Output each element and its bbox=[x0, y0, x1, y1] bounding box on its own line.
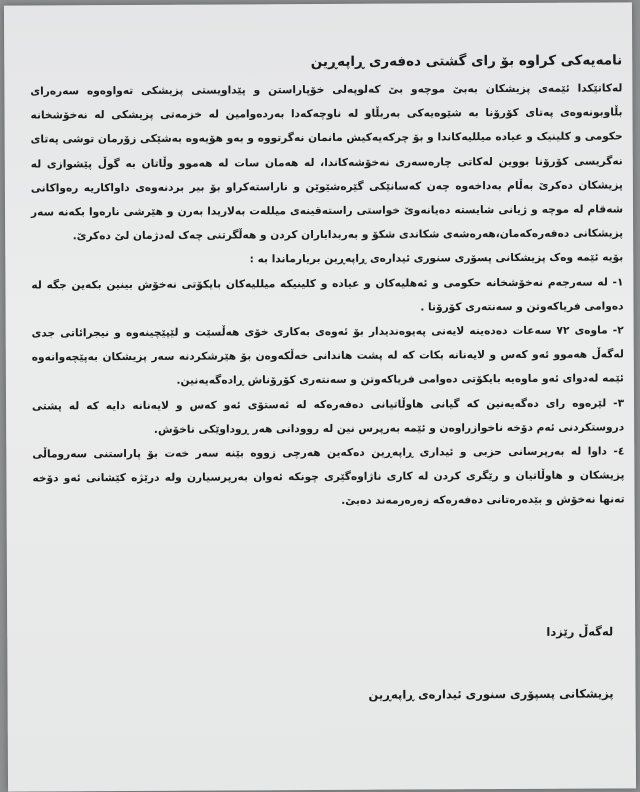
intro-paragraph: لەکاتێکدا ئێمەی پزیشکان بەبێ موچەو بێ کەلوپەلی خۆپاراستن و پێداویستی پزیشکی تەواوەوە سەرەرای بڵاوبونەوەی پەتای کۆرۆنا بە شێوەیەکی بەربڵاو لە ناوچەکەدا بەردەوامین لە خزمەتی پزیشکی لە نەخۆشخانە حکومی و کلینیک و عیادە میللیەکاندا و بۆ چرکەیەکیش مانمان نەگرتووە و بەو هۆیەوە بەشێکی زۆرمان توشی پەتای نەگریسی کۆرۆنا بووین لەکاتی چارەسەری نەخۆشەکاندا، لە هەمان سات لە هەموو وڵاتان بە گوڵ پێشوازی لە پزیشکان دەکرێ بەڵام بەداخەوە چەن کەسانێکی گێرەشێوێن و ناراستەکراو بۆ بیر بردنەوەی داواکاریە رەواکانی شەقام لە موچە و ژیانی شایستە دەیانەوێ خواستی راستەقینەی میللەت بەلاریدا بەرن و هێرشی نارەوا بکەنە سەر پزیشکانی دەفەرەکەمان،هەرەشەی شکاندی شکۆ و بەربداباران کردن و هەڵگرتنی چەک لەدژمان لێ دەکرێ. bbox=[30, 82, 624, 243]
letter-title: نامەیەکی کراوە بۆ رای گشتی دەفەری ڕاپەڕین bbox=[310, 52, 623, 71]
letter-body bbox=[30, 50, 624, 515]
point-4: ٤- داوا لە بەرپرسانی حزبی و ئیداری ڕاپەڕین دەکەین هەرچی زووە بێنە سەر خەت بۆ پاراستنی سەروماڵی پزیشکان و هاوڵاتیان و رێگری کردن لە کاری ناژاوەگێری چونکە ئەوان بەرپرسیارن ولە درێژە کێشانی ئەو دۆخە تەنها نەخۆش و بێدەرەتانی دەفەرەکە زەرەرمەند دەبێ. bbox=[32, 445, 625, 508]
closing-regards: لەگەڵ رێزدا bbox=[546, 624, 614, 639]
point-3: ٣- لێرەوە رای دەگەیەنین کە گیانی هاوڵاتیانی دەفەرەکە لە ئەستۆی ئەو کەس و لایەنانە دایە کە لە پشتی دروستکردنی ئەم دۆخە ناخوازراوەن و ئێمە بەرپرس نین لە روودانی هەر ڕوداوێکی ناخۆش. bbox=[32, 397, 625, 436]
decision-intro: بۆیە ئێمە وەک پزیشکانی پسۆری سنوری ئیدارەی ڕاپەڕین بریارماندا بە : bbox=[249, 251, 624, 266]
scanned-letter-page bbox=[4, 2, 636, 791]
point-2: ٢- ماوەی ٧٢ سەعات دەدەینە لایەنی پەیوەندیدار بۆ ئەوەی بەکاری خۆی هەڵسێت و لێپێچینەوە و نیجرائاتی جدی لەگەڵ هەموو ئەو کەس و لایەنانە بکات کە لە پشت هاندانی خەڵکەوەن بۆ هێرشکردنە سەر پزیشکان بەپێچەوانەوە ئێمە لەدوای ئەو ماوەیە بایکۆتی دەوامی فریاکەوتن و سەنتەری کۆرۆناش ڕادەگەیەنین. bbox=[31, 324, 624, 388]
signature-line: پزیشکانی پسپۆری سنوری ئیدارەی ڕاپەڕین bbox=[368, 686, 614, 702]
point-1: ١- لە سەرجەم نەخۆشخانە حکومی و ئەهلیەکان و عیادە و کلینیکە میللیەکان بایکۆتی نەخۆش بینین بکەین جگە لە دەوامی فریاکەوتن و سەنتەری کۆرۆنا . bbox=[31, 276, 624, 314]
